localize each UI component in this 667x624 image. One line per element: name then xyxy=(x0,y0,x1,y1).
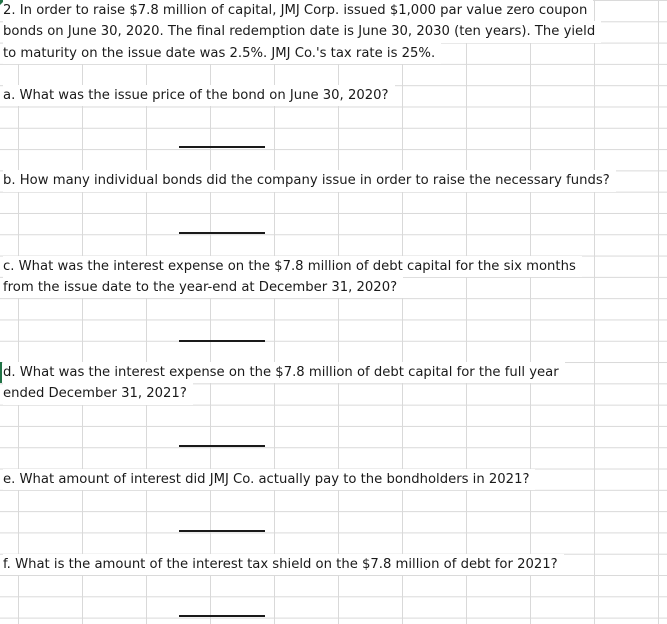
part-f-question[interactable]: f. What is the amount of the interest tax shield on the $7.8 million of debt for 2021? xyxy=(3,554,564,575)
part-c-question-line-1[interactable]: c. What was the interest expense on the $7.8 million of debt capital for the six months xyxy=(3,256,582,277)
question-intro-line-2[interactable]: bonds on June 30, 2020. The final redemption date is June 30, 2030 (ten years). The yield xyxy=(3,21,601,42)
question-intro-line-1[interactable]: 2. In order to raise $7.8 million of capital, JMJ Corp. issued $1,000 par value zero coupon xyxy=(3,0,593,21)
part-b-question[interactable]: b. How many individual bonds did the company issue in order to raise the necessary funds? xyxy=(3,170,616,191)
question-intro-line-3[interactable]: to maturity on the issue date was 2.5%. JMJ Co.'s tax rate is 25%. xyxy=(3,43,441,64)
part-c-answer-line[interactable] xyxy=(179,340,265,342)
part-d-answer-line[interactable] xyxy=(179,445,265,447)
part-e-answer-line[interactable] xyxy=(179,530,265,532)
part-d-question-line-1[interactable]: d. What was the interest expense on the $7.8 million of debt capital for the full year xyxy=(3,362,565,383)
active-cell-indicator xyxy=(0,362,2,383)
part-a-question[interactable]: a. What was the issue price of the bond on June 30, 2020? xyxy=(3,85,395,106)
part-a-answer-line[interactable] xyxy=(179,146,265,148)
part-c-question-line-2[interactable]: from the issue date to the year-end at December 31, 2020? xyxy=(3,277,403,298)
part-b-answer-line[interactable] xyxy=(179,232,265,234)
part-d-question-line-2[interactable]: ended December 31, 2021? xyxy=(3,383,193,404)
part-f-answer-line[interactable] xyxy=(179,615,265,617)
part-e-question[interactable]: e. What amount of interest did JMJ Co. actually pay to the bondholders in 2021? xyxy=(3,469,535,490)
